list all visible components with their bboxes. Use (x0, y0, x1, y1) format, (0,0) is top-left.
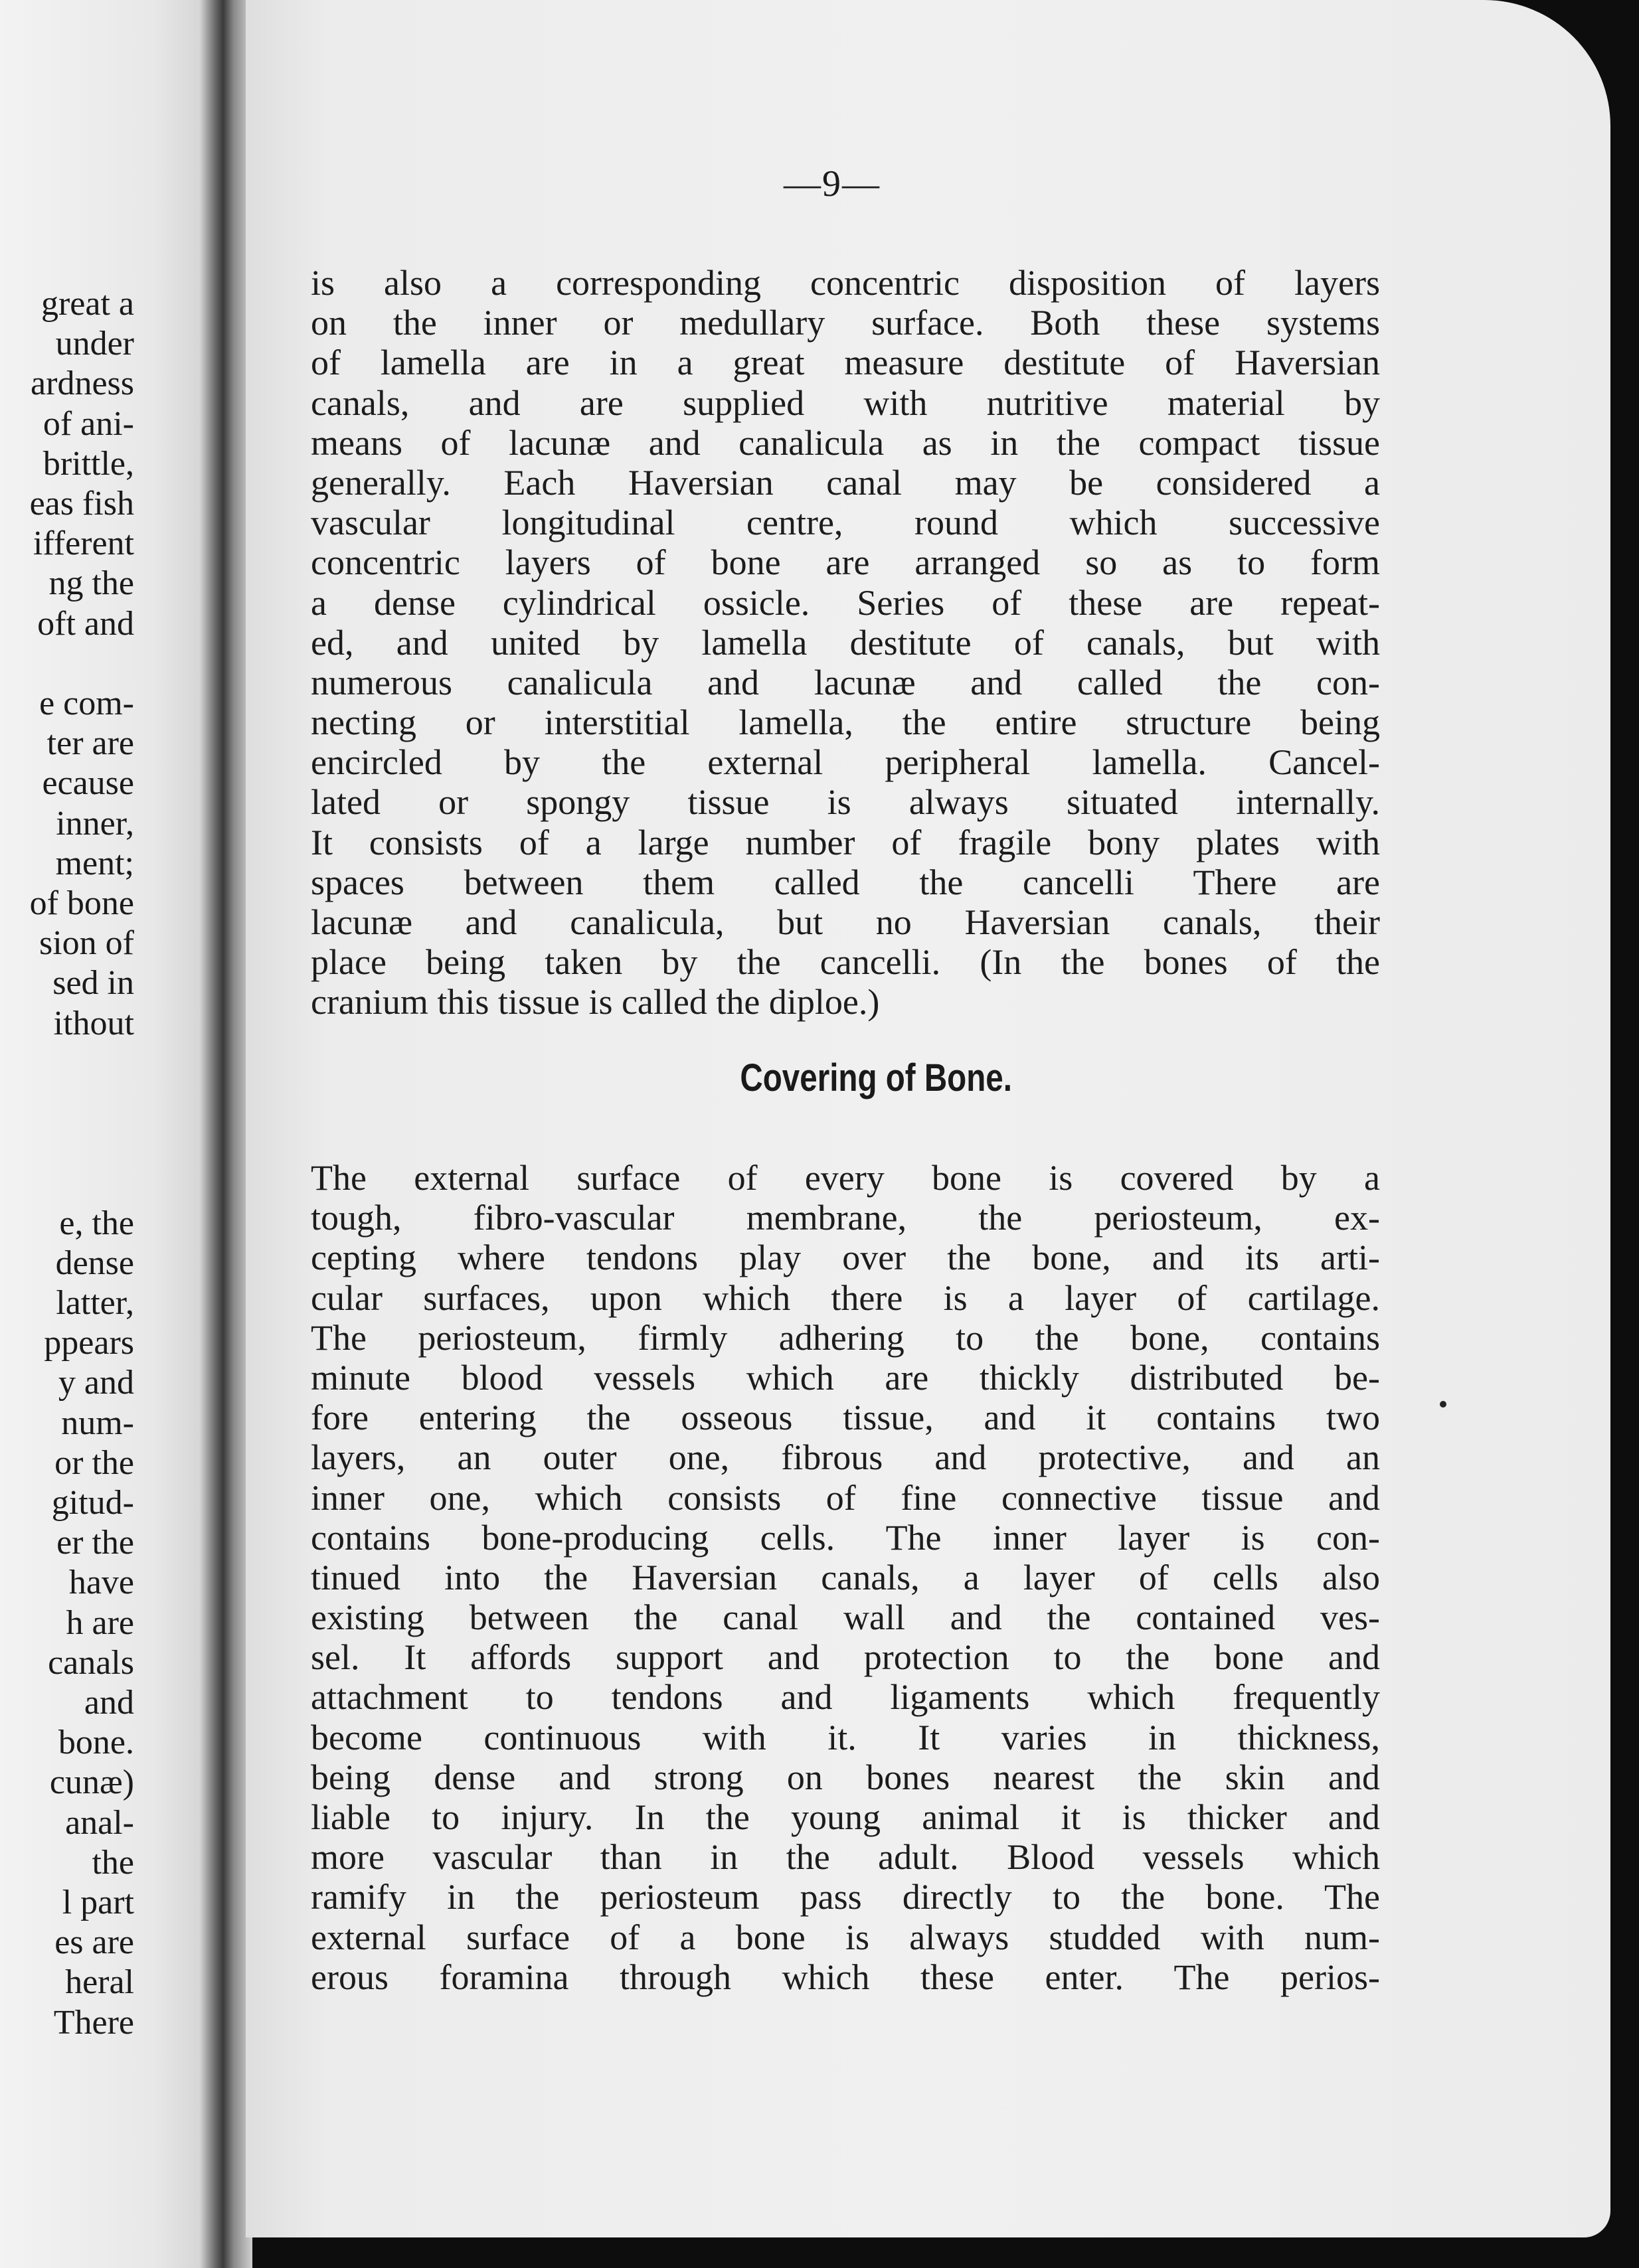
text-line: means of lacunæ and canalicula as in the compact tissue (311, 422, 1380, 463)
text-line: It consists of a large number of fragile bony plates with (311, 822, 1380, 862)
left-page-line: There (53, 2003, 134, 2042)
text-line: a dense cylindrical ossicle. Series of these are repeat- (311, 582, 1380, 623)
text-line: more vascular than in the adult. Blood vessels which (311, 1837, 1380, 1878)
text-line: numerous canalicula and lacunæ and called the con- (311, 662, 1380, 702)
text-line: existing between the canal wall and the contained ves- (311, 1597, 1380, 1638)
left-page-line: l part (62, 1884, 134, 1921)
ink-speck (1440, 1401, 1446, 1408)
section-heading (158, 1056, 1502, 1100)
text-line: lated or spongy tissue is always situated internally. (311, 782, 1380, 823)
left-page-line: es are (54, 1923, 134, 1962)
text-line: concentric layers of bone are arranged so as to form (311, 542, 1380, 583)
left-page-line: sed in (52, 964, 134, 1003)
text-line: fore entering the osseous tissue, and it contains two (311, 1398, 1380, 1438)
text-line: tinued into the Haversian canals, a layer of cells also (311, 1557, 1380, 1597)
text-line: vascular longitudinal centre, round which successive (311, 503, 1380, 543)
left-page-line: ithout (53, 1004, 134, 1042)
text-line: spaces between them called the cancelli There are (311, 862, 1380, 902)
text-line: contains bone-producing cells. The inner layer is con- (311, 1517, 1380, 1558)
paragraph-1 (311, 263, 1380, 1022)
left-page-line: ppears (44, 1324, 134, 1362)
text-line: canals, and are supplied with nutritive material by (311, 382, 1380, 423)
text-line: tough, fibro-vascular membrane, the periosteum, ex- (311, 1198, 1380, 1238)
left-page-line: ng the (48, 564, 134, 603)
left-page-line: e, the (59, 1204, 134, 1242)
text-line: external surface of a bone is always studded with num- (311, 1917, 1380, 1957)
left-page-line: inner, (56, 804, 134, 843)
text-line: layers, an outer one, fibrous and protective, and an (311, 1437, 1380, 1478)
left-page-line: the (92, 1843, 134, 1882)
text-line: The periosteum, firmly adhering to the bone, contains (311, 1317, 1380, 1358)
paragraph-2 (311, 1158, 1380, 1997)
left-page-line: gitud- (51, 1484, 134, 1522)
text-line: of lamella are in a great measure destitute of Haversian (311, 343, 1380, 383)
text-line: lacunæ and canalicula, but no Haversian canals, their (311, 902, 1380, 942)
left-page-line: under (55, 325, 134, 363)
text-line: on the inner or medullary surface. Both these systems (311, 303, 1380, 343)
left-page-line: of ani- (43, 404, 134, 443)
left-page-line: ecause (42, 764, 134, 803)
left-page-line: heral (65, 1963, 134, 2002)
left-page-line: latter, (56, 1284, 134, 1322)
section-heading-text: Covering of Bone. (740, 1056, 1012, 1099)
text-line: become continuous with it. It varies in thickness, (311, 1717, 1380, 1757)
text-line: inner one, which consists of fine connective tissue and (311, 1477, 1380, 1518)
book-gutter (199, 0, 252, 2268)
left-page-line: ifferent (33, 525, 134, 563)
left-page-line: y and (58, 1364, 134, 1402)
text-line: cular surfaces, upon which there is a layer of cartilage. (311, 1277, 1380, 1318)
text-line: is also a corresponding concentric disposition of layers (311, 263, 1380, 303)
text-line: necting or interstitial lamella, the entire structure being (311, 702, 1380, 743)
text-line: The external surface of every bone is covered by a (311, 1158, 1380, 1198)
left-page-line: ment; (55, 844, 134, 882)
text-line: minute blood vessels which are thickly distributed be- (311, 1357, 1380, 1398)
left-page-line: have (68, 1564, 134, 1602)
left-page-line: h are (66, 1603, 134, 1642)
left-page-line: canals (48, 1643, 134, 1682)
text-line: being dense and strong on bones nearest the skin and (311, 1757, 1380, 1797)
left-page-line: brittle, (43, 444, 134, 483)
text-line: generally. Each Haversian canal may be considered a (311, 462, 1380, 503)
text-line: attachment to tendons and ligaments which frequently (311, 1677, 1380, 1718)
left-page-line: ardness (31, 364, 134, 403)
left-page-line: bone. (58, 1724, 134, 1762)
page-number: —9— (784, 163, 881, 204)
text-line: sel. It affords support and protection to the bone and (311, 1637, 1380, 1678)
text-line: place being taken by the cancelli. (In the bones of the (311, 942, 1380, 983)
left-page (0, 0, 219, 2268)
left-page-line: or the (54, 1443, 134, 1482)
left-page-line: and (84, 1684, 134, 1722)
left-page-line: num- (61, 1404, 134, 1442)
left-page-line: eas fish (29, 485, 134, 523)
text-line: erous foramina through which these enter. The perios- (311, 1957, 1380, 1997)
text-line: ed, and united by lamella destitute of canals, but with (311, 622, 1380, 663)
left-page-line: er the (56, 1524, 134, 1562)
left-page-text (0, 0, 219, 2268)
text-line: encircled by the external peripheral lamella. Cancel- (311, 742, 1380, 783)
left-page-line: sion of (39, 924, 134, 963)
text-line: cepting where tendons play over the bone, and its arti- (311, 1238, 1380, 1278)
left-page-line: great a (41, 285, 134, 323)
left-page-line: anal- (65, 1803, 134, 1842)
text-line: ramify in the periosteum pass directly to the bone. The (311, 1877, 1380, 1917)
text-line: cranium this tissue is called the diploe.) (311, 982, 880, 1022)
left-page-line: dense (55, 1244, 134, 1282)
text-line: liable to injury. In the young animal it is thicker and (311, 1797, 1380, 1837)
left-page-line: cunæ) (49, 1763, 134, 1802)
left-page-line: of bone (29, 884, 134, 922)
left-page-line: oft and (37, 604, 134, 643)
left-page-line: e com- (39, 685, 134, 722)
left-page-line: ter are (46, 724, 134, 763)
